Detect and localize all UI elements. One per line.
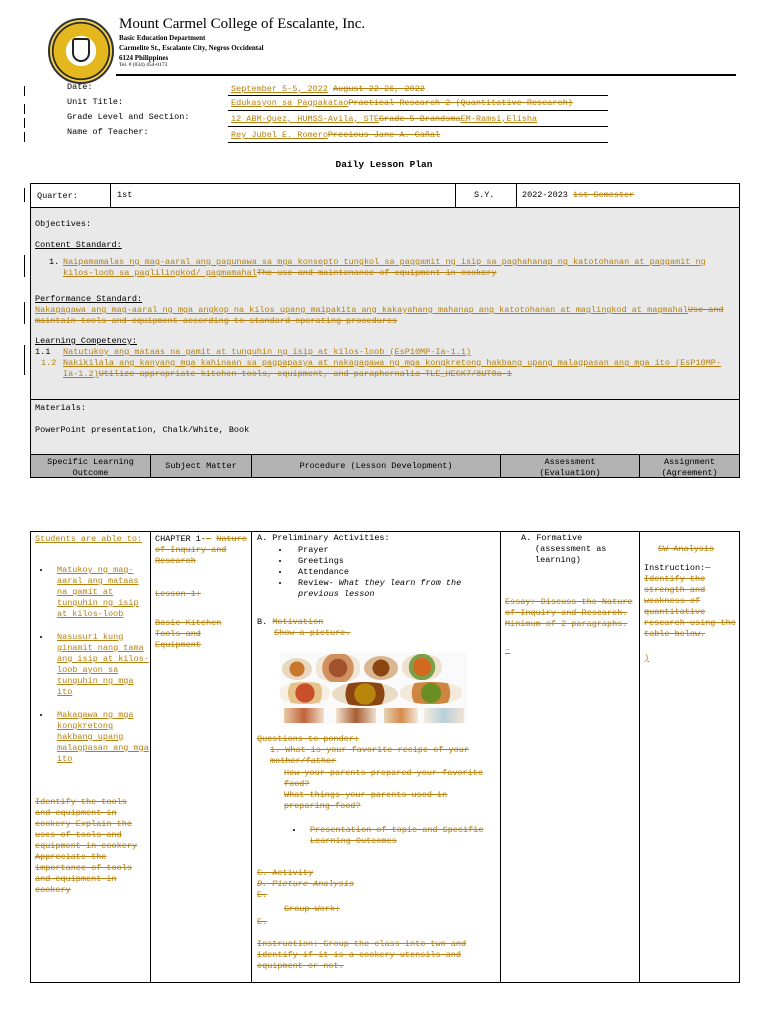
question-2-text: How your parents prepared your favorite food? bbox=[284, 768, 483, 789]
outcome-old bbox=[35, 797, 147, 896]
assignment-paren-text: ) bbox=[644, 653, 650, 663]
page-title: Daily Lesson Plan bbox=[335, 159, 433, 170]
chapter-text: CHAPTER 1- bbox=[155, 534, 207, 544]
step-e2 bbox=[257, 917, 267, 928]
assignment-paren bbox=[644, 653, 649, 664]
grade-old: Grade-5 Brandsma bbox=[378, 114, 461, 124]
group-work-text: Group Work: bbox=[284, 904, 341, 914]
food-plate bbox=[280, 682, 330, 704]
grade-value bbox=[231, 114, 537, 124]
formative-text: Formative bbox=[536, 533, 583, 543]
activity-text: C. Activity bbox=[257, 868, 314, 878]
competency-1 bbox=[63, 347, 733, 358]
change-bar bbox=[24, 104, 25, 114]
comp1-num: 1.1 bbox=[35, 347, 51, 357]
formative-sub: (assessment as learning) bbox=[535, 544, 607, 565]
assessment-dash bbox=[505, 645, 510, 656]
school-name: Mount Carmel College of Escalante, Inc. bbox=[119, 16, 366, 32]
seal-crest-icon bbox=[72, 38, 90, 62]
outcome-item-text: Matukoy ng mag-aaral ang mataas na gamit at tunguhin ng isip at kilos-loob bbox=[57, 565, 139, 619]
group-work bbox=[284, 904, 340, 915]
date-rule bbox=[228, 95, 608, 96]
content-new: Naipamamalas ng mag-aaral ang pagunawa sa mga konsepto tungkol sa paggamit ng isip sa paghahanap ng katotohanan at paggamit ng kilos-loob sa paglilingkod/ pagmamahal bbox=[63, 257, 706, 278]
formative-letter: A. bbox=[521, 533, 532, 543]
subject-cell bbox=[150, 531, 252, 983]
instruction-old: – Identify the strength and weakness of quantitative research using the table below. bbox=[644, 563, 736, 639]
question-2 bbox=[284, 768, 494, 790]
col-header-outcome: Specific Learning Outcome bbox=[30, 454, 151, 478]
essay-old-text: Essay: Discuss the Nature of Inquiry and Research. Minimum of 2 paragraphs. bbox=[505, 597, 633, 629]
food-strip bbox=[336, 708, 376, 723]
teacher-new: Rey Jubel E. Romero bbox=[231, 130, 328, 140]
date-label: Date: bbox=[67, 82, 93, 92]
question-3-text: What things your parents used in preparing food? bbox=[284, 790, 448, 811]
subject-chapter bbox=[155, 534, 249, 567]
change-bar bbox=[24, 188, 25, 202]
col-header-assignment: Assignment (Agreement) bbox=[639, 454, 740, 478]
outcome-item-text: Makagawa ng mga kongkretong hakbang upang malagpasan ang mga ito bbox=[57, 710, 149, 764]
comp2-new: Nakikilala ang kanyang mga kahinaan sa pagpapasya at nakagagawa ng mga kongkretong hakbang upang malagpasan ang mga ito (EsP10MP-Ia-1.2) bbox=[63, 358, 722, 379]
outcome-old-text: Identify the tools and equipment in cookery Explain the uses of tools and equipment in cookery Appreciate the importance of tools and equipment in cookery bbox=[35, 797, 138, 895]
materials-panel bbox=[30, 399, 740, 455]
sw-analysis bbox=[658, 544, 714, 555]
food-strip bbox=[284, 708, 324, 723]
sy-value-text: 2022-2023 bbox=[522, 190, 568, 200]
picture-analysis-text: D. Picture Analysis bbox=[257, 879, 354, 889]
comp2-num: 1.2 bbox=[41, 358, 57, 368]
unit-new: Edukasyon sa Pagpakatao bbox=[231, 98, 349, 108]
date-new: September 5-5, 2022 bbox=[231, 84, 328, 94]
change-bar bbox=[24, 118, 25, 128]
objectives-heading: Objectives: bbox=[35, 219, 92, 229]
food-plate bbox=[282, 658, 312, 680]
content-standard bbox=[63, 257, 737, 279]
outcome-list bbox=[37, 565, 149, 765]
comp1-new: Natutukoy ang mataas na gamit at tunguhin ng isip at kilos-loob (EsP10MP-Ia-1.1) bbox=[63, 347, 472, 357]
list-item: • Attendance bbox=[290, 567, 496, 578]
content-old: The use and maintenance of equipment in cookery bbox=[256, 268, 497, 278]
food-picture bbox=[280, 652, 467, 724]
date-old: August 22-26, 2022 bbox=[333, 84, 425, 94]
teacher-value bbox=[231, 130, 440, 140]
food-strip bbox=[384, 708, 418, 723]
prelim-list bbox=[276, 545, 496, 600]
col-header-assessment: Assessment (Evaluation) bbox=[500, 454, 640, 478]
food-plate bbox=[316, 654, 360, 682]
group-instruction bbox=[257, 939, 497, 972]
semester-old: 1st Semester bbox=[573, 190, 635, 200]
chapter-old: Nature of Inquiry and Research bbox=[155, 534, 247, 566]
question-1-text: 1. What is your favorite recipe of your mother/father bbox=[270, 745, 469, 766]
outcome-intro-text: Students are able to: bbox=[35, 534, 143, 544]
list-item bbox=[51, 565, 149, 620]
food-plate bbox=[332, 682, 398, 706]
quarter-value: 1st bbox=[117, 190, 133, 200]
learning-competency-heading: Learning Competency: bbox=[35, 336, 138, 346]
sy-label-cell bbox=[455, 183, 517, 208]
department: Basic Education Department bbox=[119, 34, 206, 42]
date-value bbox=[231, 84, 425, 94]
step-e1 bbox=[257, 890, 267, 901]
lesson-title-old bbox=[155, 618, 249, 651]
unit-old: Practical Research 2 (Quantitative Research) bbox=[348, 98, 573, 108]
performance-standard-text: Performance Standard bbox=[35, 294, 138, 304]
change-bar bbox=[24, 86, 25, 96]
chapter-dash: — bbox=[206, 534, 212, 544]
formative-label bbox=[521, 533, 582, 544]
list-item bbox=[51, 710, 149, 765]
sy-value bbox=[517, 184, 739, 201]
performance-old: Use and maintain tools and equipment according to standard operating procedures bbox=[35, 305, 724, 326]
quarter-label-cell bbox=[30, 183, 111, 208]
quarter-label: Quarter: bbox=[37, 191, 78, 201]
unit-rule bbox=[228, 110, 608, 111]
essay-old bbox=[505, 597, 637, 630]
outcome-cell bbox=[30, 531, 151, 983]
review-text: What they learn from the previous lesson bbox=[298, 578, 462, 599]
lesson-old-text: Lesson 1: bbox=[155, 589, 201, 599]
sy-label: S.Y. bbox=[474, 190, 495, 200]
picture-analysis bbox=[257, 879, 354, 890]
outcome-item-text: Nasusuri kung ginamit nang tama ang isip at kilos-loob ayon sa tunguhin ng mga ito bbox=[57, 632, 149, 697]
assignment-cell bbox=[639, 531, 740, 983]
list-item bbox=[51, 632, 149, 698]
assessment-dash-text: – bbox=[505, 645, 511, 655]
content-standard-text: Content Standard bbox=[35, 240, 117, 250]
motivation-body-text: Show a picture. bbox=[274, 628, 351, 638]
school-seal bbox=[48, 18, 114, 84]
ponder-heading-text: Questions to ponder: bbox=[257, 734, 360, 744]
question-1 bbox=[270, 745, 495, 767]
step-e1-text: E. bbox=[257, 890, 268, 900]
col-header-procedure: Procedure (Lesson Development) bbox=[251, 454, 501, 478]
sw-analysis-text: SW Analysis bbox=[658, 544, 715, 554]
zip: 6124 Philippines bbox=[119, 54, 169, 62]
motivation-heading bbox=[257, 617, 323, 628]
performance-standard bbox=[35, 305, 735, 327]
food-plate bbox=[402, 654, 442, 680]
change-bar bbox=[24, 345, 25, 375]
teacher-label: Name of Teacher: bbox=[67, 127, 149, 137]
question-3 bbox=[284, 790, 494, 812]
ponder-heading bbox=[257, 734, 359, 745]
sy-value-cell bbox=[516, 183, 740, 208]
performance-new: Nakagagawa ang mag-aaral ng mga angkop na kilos upang maipakita ang kakayahang mahanap ang katotohanan at maglingkod at magmahal bbox=[35, 305, 688, 315]
food-strip bbox=[424, 708, 464, 723]
procedure-cell bbox=[251, 531, 501, 983]
grade-tail: EM-Ramsi,Elisha bbox=[460, 114, 538, 124]
learning-competency-text: Learning Competency bbox=[35, 336, 132, 346]
lesson-title-old-text: Basic Kitchen Tools and Equipment bbox=[155, 618, 222, 650]
list-item: • Prayer bbox=[290, 545, 496, 556]
unit-label: Unit Title: bbox=[67, 97, 124, 107]
presentation-list bbox=[290, 825, 494, 847]
grade-label: Grade Level and Section: bbox=[67, 112, 190, 122]
food-plate bbox=[364, 656, 398, 680]
grade-rule bbox=[228, 126, 608, 127]
teacher-rule bbox=[228, 142, 608, 143]
change-bar bbox=[24, 132, 25, 142]
review-label: Review- bbox=[298, 578, 339, 588]
list-item: • Greetings bbox=[290, 556, 496, 567]
materials-heading: Materials: bbox=[35, 403, 87, 413]
teacher-old: Precious Jane A. Cañal bbox=[327, 130, 441, 140]
activity-heading bbox=[257, 868, 313, 879]
materials-value: PowerPoint presentation, Chalk/White, Book bbox=[35, 425, 250, 435]
assignment-instruction bbox=[644, 563, 738, 640]
col-header-subject: Subject Matter bbox=[150, 454, 252, 478]
group-instruction-text: Instruction: Group the class into two and identify if it is a cookery utensils and equipment or not. bbox=[257, 939, 467, 971]
change-bar bbox=[24, 255, 25, 277]
motivation-text: Motivation bbox=[272, 617, 324, 627]
telephone: Tel. # (034) 454-0173 bbox=[119, 62, 168, 68]
outcome-intro bbox=[35, 534, 145, 545]
prelim-heading: A. Preliminary Activities: bbox=[257, 533, 390, 543]
motivation-body bbox=[274, 628, 351, 639]
performance-standard-heading: Performance Standard: bbox=[35, 294, 143, 304]
competency-2 bbox=[63, 358, 733, 380]
quarter-value-cell bbox=[110, 183, 456, 208]
content-standard-heading: Content Standard: bbox=[35, 240, 122, 250]
motivation-label: B. bbox=[257, 617, 268, 627]
step-e2-text: E. bbox=[257, 917, 268, 927]
list-item bbox=[290, 578, 496, 600]
comp2-old: Utilize appropriate kitchen tools, equipment, and paraphernalia TLE_HECK7/8UT0a-1 bbox=[98, 369, 512, 379]
lesson-old bbox=[155, 589, 201, 600]
address: Carmelite St., Escalante City, Negros Occidental bbox=[119, 44, 264, 52]
food-plate bbox=[400, 682, 462, 704]
content-num: 1. bbox=[49, 257, 60, 267]
instruction-label: Instruction: bbox=[644, 563, 706, 573]
objectives-panel bbox=[30, 207, 740, 400]
assessment-cell bbox=[500, 531, 640, 983]
presentation-text: Presentation of topic and Specific Learning Outcomes bbox=[310, 825, 484, 846]
grade-new: 12 ABM-Quez, HUMSS-Avila, STE bbox=[231, 114, 379, 124]
unit-value bbox=[231, 98, 573, 108]
change-bar bbox=[24, 302, 25, 324]
header-rule bbox=[116, 74, 736, 76]
list-item bbox=[304, 825, 494, 847]
